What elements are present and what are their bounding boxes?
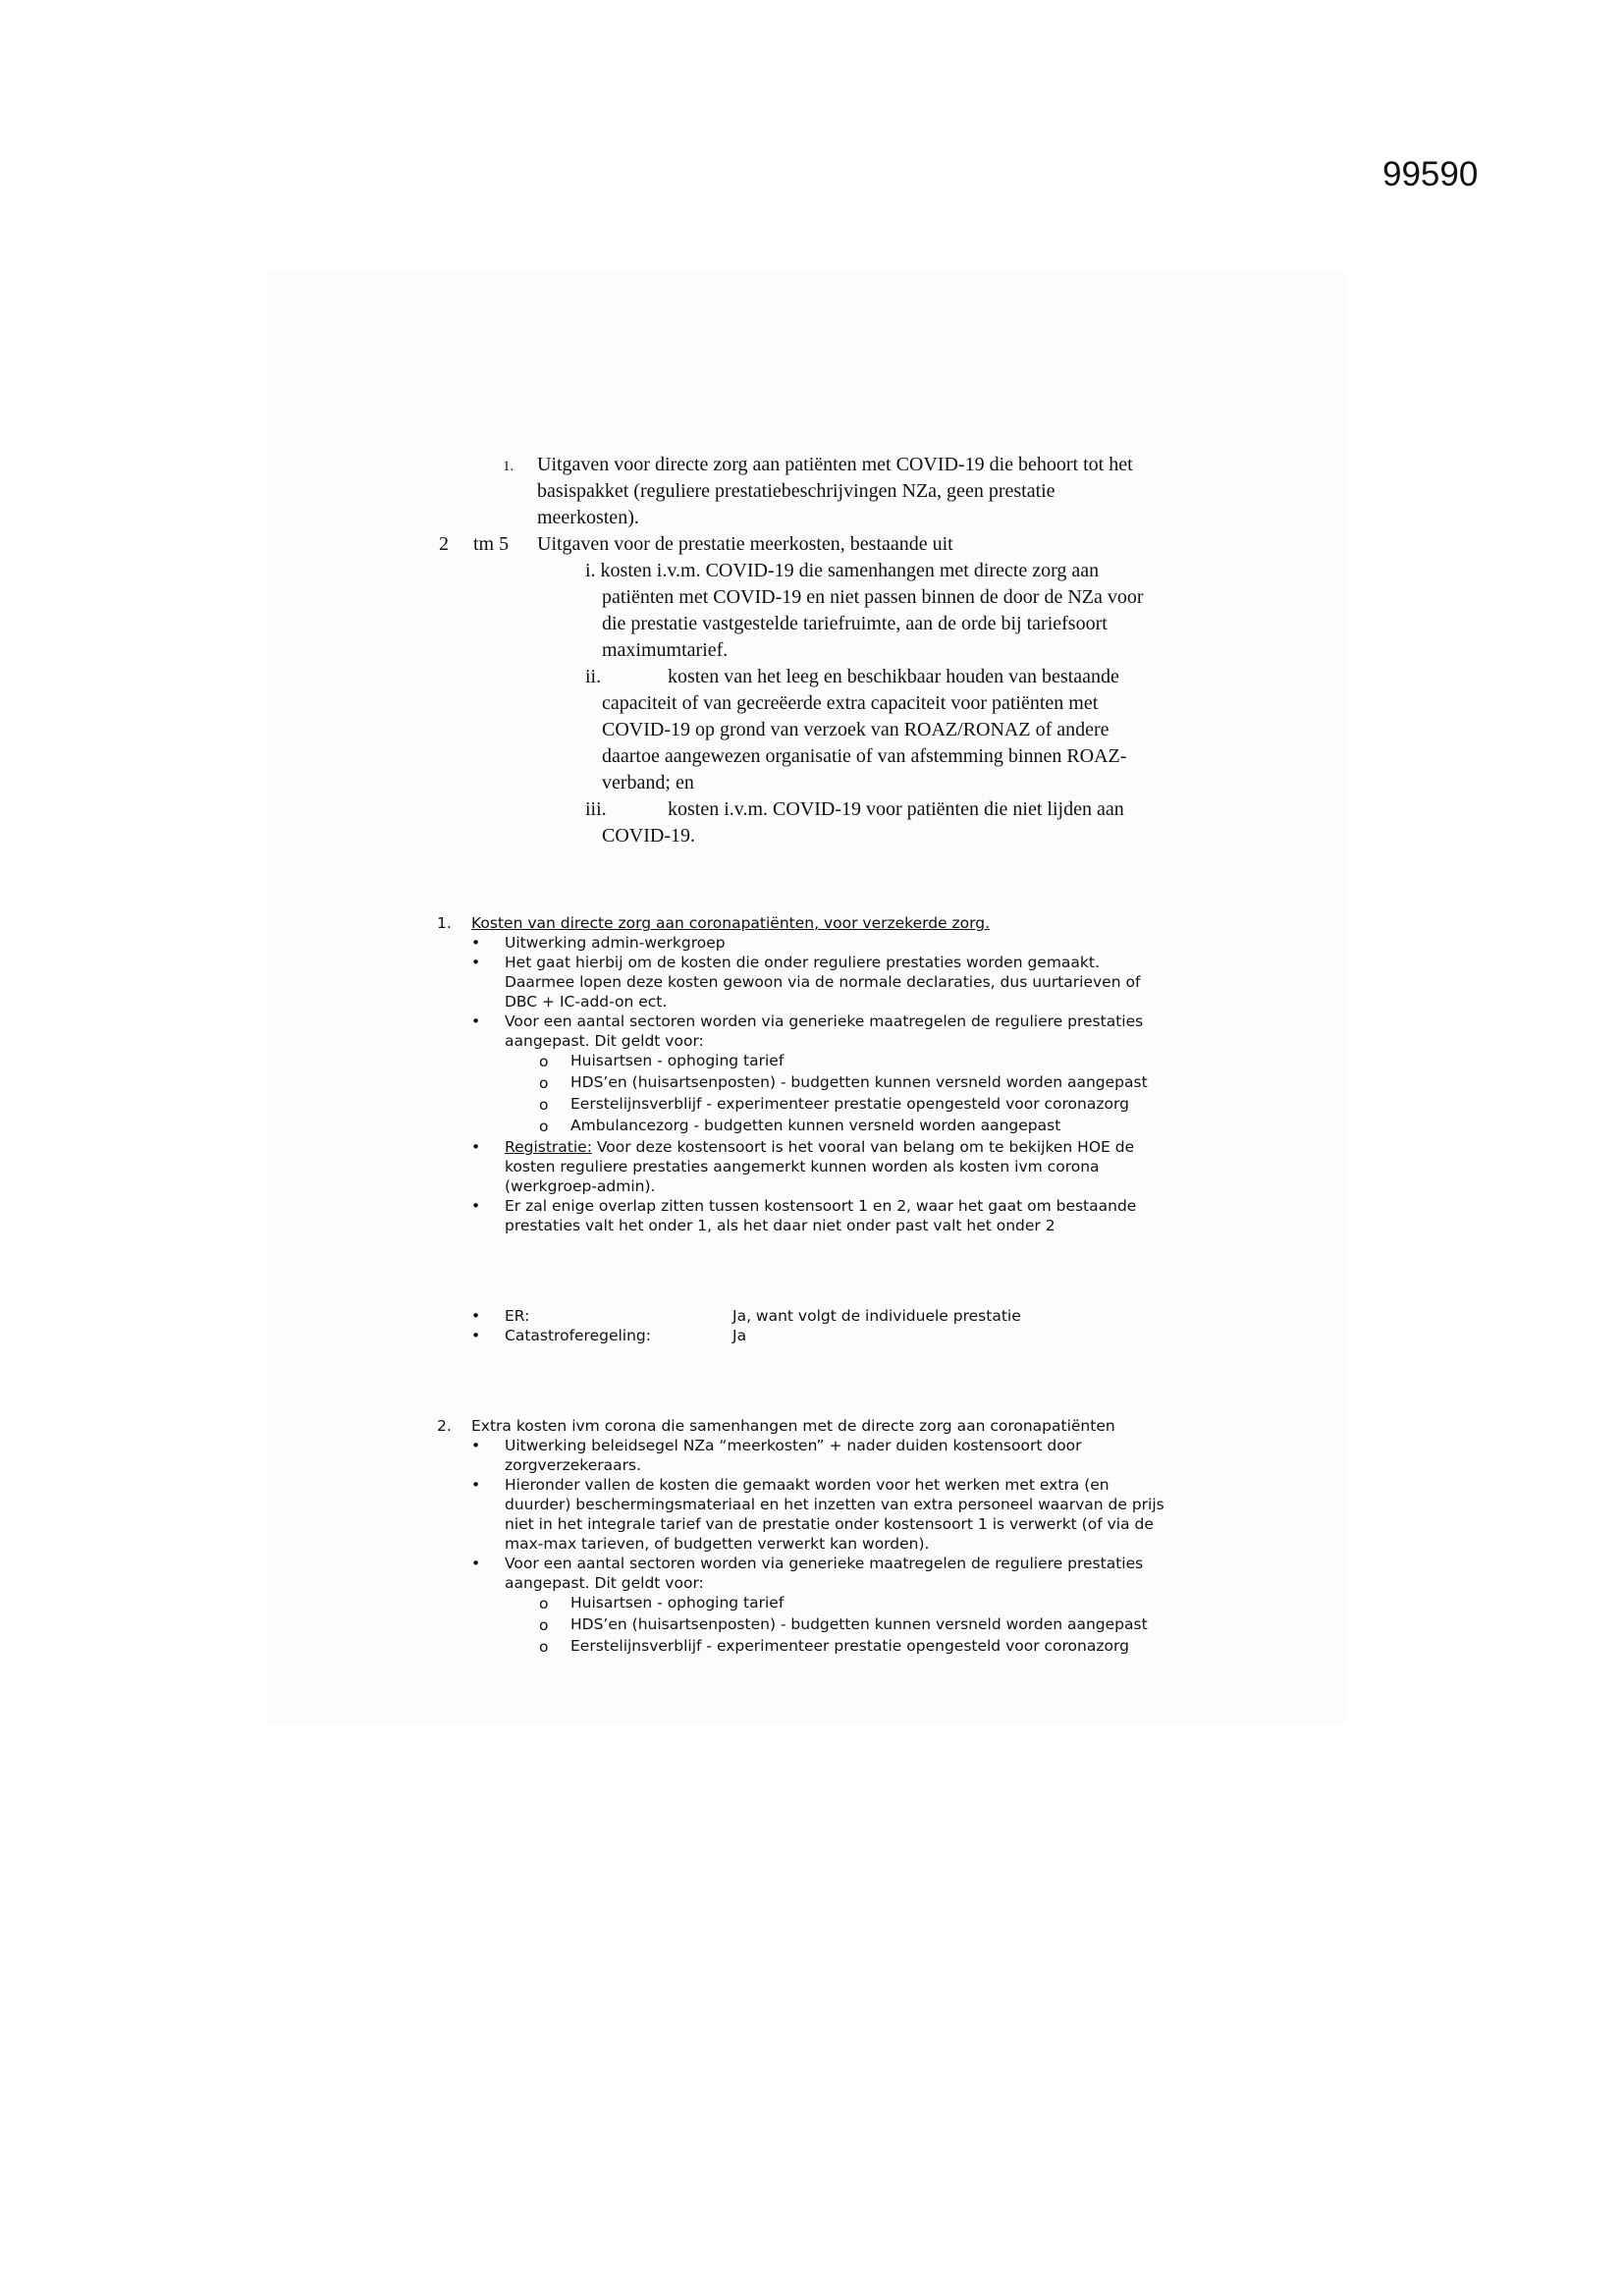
intro-sub-iii-number: iii. <box>585 798 607 820</box>
section-1-sub-item: Huisartsen - ophoging tarief <box>570 1052 785 1069</box>
bullet-icon: • <box>471 1138 481 1156</box>
intro-item-1-line: Uitgaven voor directe zorg aan patiënten met COVID-19 die behoort tot het <box>537 454 1133 475</box>
circle-bullet-icon: o <box>539 1053 549 1070</box>
intro-sub-i-line: patiënten met COVID-19 en niet passen binnen de door de NZa voor <box>602 586 1144 608</box>
section-1-bullet-text: prestaties valt het onder 1, als het daar niet onder past valt het onder 2 <box>505 1217 1056 1234</box>
catastrophe-label: Catastroferegeling: <box>505 1327 651 1344</box>
section-1-sub-item: HDS’en (huisartsenposten) - budgetten kunnen versneld worden aangepast <box>570 1073 1148 1091</box>
section-2-bullet-text: Voor een aantal sectoren worden via generieke maatregelen de reguliere prestaties <box>505 1555 1144 1572</box>
section-1-title: Kosten van directe zorg aan coronapatiënten, voor verzekerde zorg. <box>471 914 990 932</box>
section-1-bullet-text: Er zal enige overlap zitten tussen kostensoort 1 en 2, waar het gaat om bestaande <box>505 1197 1137 1215</box>
intro-item-1-line: meerkosten). <box>537 507 639 528</box>
intro-sub-iii-line: kosten i.v.m. COVID-19 voor patiënten die niet lijden aan <box>668 798 1124 820</box>
intro-item-1-number: 1. <box>503 459 514 474</box>
er-value: Ja, want volgt de individuele prestatie <box>732 1307 1021 1325</box>
er-label: ER: <box>505 1307 530 1325</box>
bullet-icon: • <box>471 1197 481 1215</box>
section-1-sub-item: Ambulancezorg - budgetten kunnen versneld worden aangepast <box>570 1117 1061 1134</box>
section-1-bullet-text: DBC + IC-add-on ect. <box>505 993 668 1011</box>
page-number: 99590 <box>1382 155 1479 193</box>
intro-sub-i-line: die prestatie vastgestelde tariefruimte, aan de orde bij tariefsoort <box>602 613 1108 634</box>
section-2-bullet-text: Hieronder vallen de kosten die gemaakt worden voor het werken met extra (en <box>505 1476 1110 1494</box>
intro-item-2-text: Uitgaven voor de prestatie meerkosten, bestaande uit <box>537 533 953 555</box>
intro-sub-ii-line: verband; en <box>602 772 694 793</box>
section-2-bullet-text: duurder) beschermingsmateriaal en het inzetten van extra personeel waarvan de prijs <box>505 1496 1164 1513</box>
intro-sub-ii-line: COVID-19 op grond van verzoek van ROAZ/RONAZ of andere <box>602 719 1110 740</box>
section-2-bullet-text: niet in het integrale tarief van de prestatie onder kostensoort 1 is verwerkt (of via de <box>505 1515 1154 1533</box>
intro-sub-i-line: maximumtarief. <box>602 639 729 661</box>
circle-bullet-icon: o <box>539 1118 549 1135</box>
registration-label: Registratie: <box>505 1138 592 1156</box>
bullet-icon: • <box>471 1307 481 1325</box>
bullet-icon: • <box>471 954 481 971</box>
bullet-icon: • <box>471 1437 481 1454</box>
section-2-bullet-text: max-max tarieven, of budgetten verwerkt kan worden). <box>505 1535 930 1553</box>
section-1-sub-item: Eerstelijnsverblijf - experimenteer prestatie opengesteld voor coronazorg <box>570 1095 1129 1113</box>
section-2-bullet-text: aangepast. Dit geldt voor: <box>505 1574 704 1592</box>
section-2-bullet-text: Uitwerking beleidsegel NZa “meerkosten” + nader duiden kostensoort door <box>505 1437 1082 1454</box>
intro-sub-ii-number: ii. <box>585 666 602 687</box>
circle-bullet-icon: o <box>539 1638 549 1656</box>
section-2-title: Extra kosten ivm corona die samenhangen met de directe zorg aan coronapatiënten <box>471 1417 1115 1435</box>
section-1-bullet-text: Het gaat hierbij om de kosten die onder reguliere prestaties worden gemaakt. <box>505 954 1100 971</box>
section-2-bullet-text: zorgverzekeraars. <box>505 1456 642 1474</box>
intro-item-2-number: 2 <box>439 533 449 555</box>
section-1-bullet-text: aangepast. Dit geldt voor: <box>505 1032 704 1050</box>
section-1-bullet-text: Uitwerking admin-werkgroep <box>505 934 726 952</box>
section-1-bullet-text: Daarmee lopen deze kosten gewoon via de normale declaraties, dus uurtarieven of <box>505 973 1141 991</box>
circle-bullet-icon: o <box>539 1616 549 1634</box>
circle-bullet-icon: o <box>539 1096 549 1114</box>
intro-item-2-range: tm 5 <box>473 533 510 555</box>
intro-sub-ii-line: kosten van het leeg en beschikbaar houden van bestaande <box>668 666 1119 687</box>
section-1-registration-line <box>505 1137 1134 1157</box>
section-2-sub-item: Eerstelijnsverblijf - experimenteer prestatie opengesteld voor coronazorg <box>570 1637 1129 1655</box>
section-1-bullet-text: Voor een aantal sectoren worden via generieke maatregelen de reguliere prestaties <box>505 1012 1144 1030</box>
intro-sub-iii-line: COVID-19. <box>602 825 695 847</box>
catastrophe-value: Ja <box>732 1327 747 1344</box>
bullet-icon: • <box>471 1476 481 1494</box>
intro-sub-ii-line: capaciteit of van gecreëerde extra capaciteit voor patiënten met <box>602 692 1099 714</box>
intro-sub-ii-line: daartoe aangewezen organisatie of van afstemming binnen ROAZ- <box>602 745 1127 767</box>
section-1-number: 1. <box>437 914 452 932</box>
section-1-bullet-text: (werkgroep-admin). <box>505 1177 656 1195</box>
section-1-bullet-text: kosten reguliere prestaties aangemerkt kunnen worden als kosten ivm corona <box>505 1158 1100 1175</box>
circle-bullet-icon: o <box>539 1595 549 1613</box>
section-2-sub-item: Huisartsen - ophoging tarief <box>570 1594 785 1612</box>
section-2-sub-item: HDS’en (huisartsenposten) - budgetten kunnen versneld worden aangepast <box>570 1615 1148 1633</box>
bullet-icon: • <box>471 934 481 952</box>
intro-item-1-line: basispakket (reguliere prestatiebeschrijvingen NZa, geen prestatie <box>537 480 1056 502</box>
intro-sub-i-line: i. kosten i.v.m. COVID-19 die samenhangen met directe zorg aan <box>585 560 1100 581</box>
bullet-icon: • <box>471 1555 481 1572</box>
section-2-number: 2. <box>437 1417 452 1435</box>
circle-bullet-icon: o <box>539 1074 549 1092</box>
bullet-icon: • <box>471 1327 481 1344</box>
registration-text: Voor deze kostensoort is het vooral van belang om te bekijken HOE de <box>591 1138 1135 1156</box>
bullet-icon: • <box>471 1012 481 1030</box>
